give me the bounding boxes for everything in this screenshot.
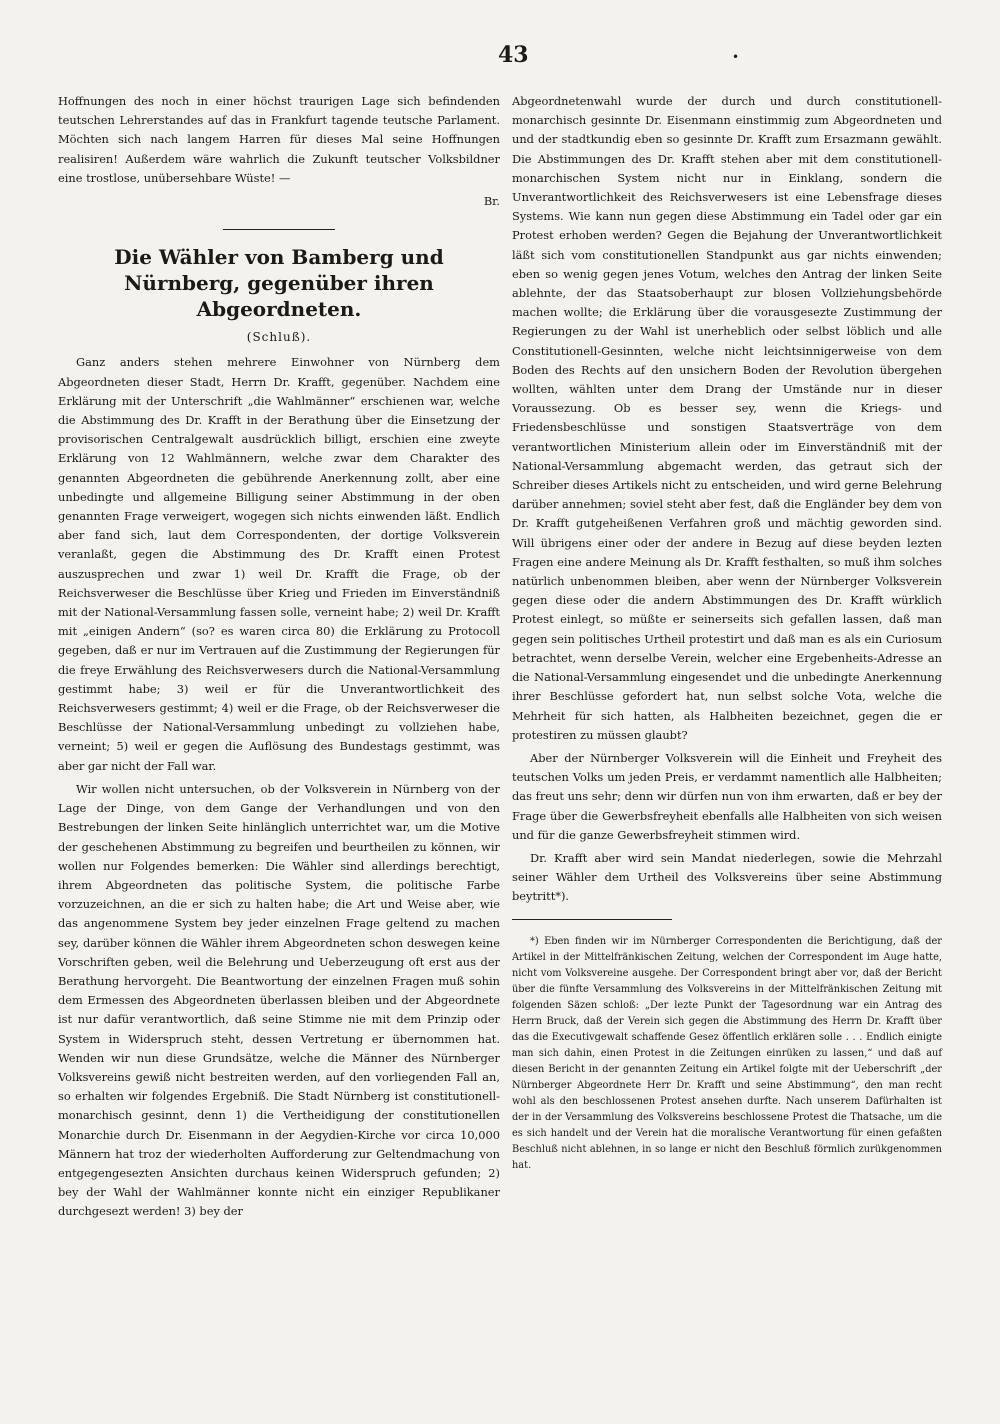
- article-subhead: (Schluß).: [246, 330, 312, 345]
- footnote: [512, 934, 942, 1174]
- carry-over-paragraph: Hoffnungen des noch in einer höchst traurigen Lage sich befindenden teutschen Lehrerstandes auf das in Frankfurt tagende teutsche Parlament. Möchten sich nach langem Harren für dieses Mal seine Hoffnungen realisiren! Außerdem wäre wahrlich die Zukunft teutscher Volksbildner eine trostlose, unübersehbare Wüste! —: [58, 94, 500, 185]
- article-paragraph: Aber der Nürnberger Volksverein will die Einheit und Freyheit des teutschen Volks um jeden Preis, er verdammt namentlich alle Halbheiten; das freut uns sehr; denn wir dürfen nun von ihm erwarten, daß er bey der Frage über die Gewerbsfreyheit ebenfalls alle Halbheiten von sich weisen und für die ganze Gewerbsfreyheit stimmen wird.: [512, 750, 942, 842]
- left-column: [58, 92, 500, 1226]
- page-number: 43: [498, 42, 529, 68]
- page-marker: •: [732, 50, 740, 64]
- section-divider: [223, 229, 335, 230]
- right-column: [512, 92, 942, 1178]
- article-paragraph: Ganz anders stehen mehrere Einwohner von Nürnberg dem Abgeordneten dieser Stadt, Herrn Dr. Krafft, gegenüber. Nachdem eine Erklärung mit der Unterschrift „die Wahlmänner“ erschienen war, welche die Abstimmung des Dr. Krafft in der Berathung über die Einsetzung der provisorischen Centralgewalt ausdrücklich billigt, erschien eine zweyte Erklärung von 12 Wahlmännern, welche zwar dem Charakter des genannten Abgeordneten die gebührende Anerkennung zollt, aber eine unbedingte und allgemeine Billigung seiner Abstimmung in der oben genannten Frage verweigert, wogegen sich nichts einwenden läßt. Endlich aber fand sich, laut dem Correspondenten, der dortige Volksverein veranlaßt, gegen die Abstimmung des Dr. Krafft einen Protest auszusprechen und zwar 1) weil Dr. Krafft die Frage, ob der Reichsverweser die Beschlüsse über Krieg und Frieden im Einverständniß mit der National-Versammlung fassen solle, verneint habe; 2) weil Dr. Krafft mit „einigen Andern“ (so? es waren circa 80) die Erklärung zu Protocoll gegeben, daß er nur im Vertrauen auf die Zustimmung der Regierungen für die freye Erwählung des Reichsverwesers durch die National-Versammlung gestimmt habe; 3) weil er für die Unverantwortlichkeit des Reichsverwesers gestimmt; 4) weil er die Frage, ob der Reichsverweser die Beschlüsse der National-Versammlung unbedingt zu vollziehen habe, verneint; 5) weil er gegen die Auflösung des Bundestags gestimmt, was aber gar nicht der Fall war.: [58, 355, 500, 773]
- article-paragraph: Dr. Krafft aber wird sein Mandat niederlegen, sowie die Mehrzahl seiner Wähler dem Urtheil des Volksvereins über seine Abstimmung beytritt*).: [512, 850, 942, 904]
- article-headline: Die Wähler von Bamberg und Nürnberg, gegenüber ihren Abgeordneten.: [114, 245, 444, 322]
- author-signature: Br.: [483, 194, 500, 209]
- article-paragraph: Abgeordnetenwahl wurde der durch und durch constitutionell-monarchisch gesinnte Dr. Eisenmann einstimmig zum Abgeordneten und und der stadtkundig eben so gesinnte Dr. Krafft zum Ersazmann gewählt. Die Abstimmungen des Dr. Krafft stehen aber mit dem constitutionell-monarchischen System nicht nur in Einklang, sondern die Unverantwortlichkeit des Reichsverwesers ist eine Lebensfrage dieses Systems. Wie kann nun gegen diese Abstimmung ein Tadel oder gar ein Protest erhoben werden? Gegen die Bejahung der Unverantwortlichkeit läßt sich vom constitutionellen Standpunkt aus gar nichts einwenden; eben so wenig gegen jenes Votum, welches den Antrag der linken Seite ablehnte, der das Staatsoberhaupt zur blosen Vollziehungsbehörde machen wollte; die Erklärung über die vorausgesezte Zustimmung der Regierungen zu der Wahl ist unerheblich oder selbst löblich und alle Constitutionell-Gesinnten, welche nicht leichtsinnigerweise von dem Boden des Rechts auf den unsichern Boden der Revolution übergehen wollten, wählten unter dem Drang der Umstände nur in dieser Voraussezung. Ob es besser sey, wenn die Kriegs- und Friedensbeschlüsse und sonstigen Staatsverträge von dem verantwortlichen Ministerium allein oder im Einverständniß mit der National-Versammlung abgemacht werden, das getraut sich der Schreiber dieses Artikels nicht zu entscheiden, und wird gerne Belehrung darüber annehmen; soviel steht aber fest, daß die Engländer bey dem von Dr. Krafft gutgeheißenen Verfahren groß und mächtig geworden sind. Will übrigens einer oder der andere in Bezug auf diese beyden lezten Fragen eine andere Meinung als Dr. Krafft festhalten, so muß ihm solches natürlich unbenommen bleiben, aber wenn der Nürnberger Volksverein gegen diese oder die andern Abstimmungen des Dr. Krafft würklich Protest einlegt, so müßte er seinerseits sich gefallen lassen, daß man gegen sein politisches Urtheil protestirt und daß man es als ein Curiosum betrachtet, wenn derselbe Verein, welcher eine Ergebenheits-Adresse an die National-Versammlung eingesendet und die unbedingte Anerkennung ihrer Beschlüsse gefordert hat, nun selbst solche Vota, welche die Mehrheit für sich hatten, als Halbheiten bezeichnet, gegen die er protestiren zu müssen glaubt?: [512, 94, 942, 742]
- footnote-text: *) Eben finden wir im Nürnberger Correspondenten die Berichtigung, daß der Artikel in der Mittelfränkischen Zeitung, welchen der Correspondent im Auge hatte, nicht vom Volksvereine ausgehe. Der Correspondent bringt aber vor, daß der Bericht über die fünfte Versammlung des Volksvereins in der Mittelfränkischen Zeitung mit folgenden Säzen schloß: „Der lezte Punkt der Tagesordnung war ein Antrag des Herrn Bruck, daß der Verein sich gegen die Abstimmung des Herrn Dr. Krafft über das die Executivgewalt schaffende Gesez öffentlich erklären solle . . . Endlich einigte man sich dahin, einen Protest in die Zeitungen einrüken zu lassen,“ und daß auf diesen Bericht in der genannten Zeitung ein Artikel folgte mit der Ueberschrift „der Nürnberger Abgeordnete Herr Dr. Krafft und seine Abstimmung“, den man recht wohl als den beschlossenen Protest ansehen durfte. Nach unserem Dafürhalten ist der in der Versammlung des Volksvereins beschlossene Protest die Thatsache, um die es sich handelt und der Verein hat die moralische Verantwortung für einen gefaßten Beschluß nicht ablehnen, in so lange er nicht den Beschluß förmlich zurükgenommen hat.: [512, 935, 942, 1171]
- article-paragraph: Wir wollen nicht untersuchen, ob der Volksverein in Nürnberg von der Lage der Dinge, von dem Gange der Verhandlungen und von den Bestrebungen der linken Seite hinlänglich unterrichtet war, um die Motive der geschehenen Abstimmung zu begreifen und beurtheilen zu können, wir wollen nur Folgendes bemerken: Die Wähler sind allerdings berechtigt, ihrem Abgeordneten das politische System, die politische Farbe vorzuzeichnen, an die er sich zu halten habe; die Art und Weise aber, wie das angenommene System bey jeder einzelnen Frage geltend zu machen sey, darüber können die Wähler ihrem Abgeordneten schon deswegen keine Vorschriften geben, weil die Belehrung und Ueberzeugung oft erst aus der Berathung hervorgeht. Die Beantwortung der einzelnen Fragen muß sohin dem Ermessen des Abgeordneten überlassen bleiben und der Abgeordnete ist nur dafür verantwortlich, daß seine Stimme nie mit dem Prinzip oder System in Widerspruch steht, dessen Vertretung er übernommen hat. Wenden wir nun diese Grundsätze, welche die Männer des Nürnberger Volksvereins gewiß nicht bestreiten werden, auf den vorliegenden Fall an, so erhalten wir folgendes Ergebniß. Die Stadt Nürnberg ist constitutionell-monarchisch gesinnt, denn 1) die Vertheidigung der constitutionellen Monarchie durch Dr. Eisenmann in der Aegydien-Kirche vor circa 10,000 Männern hat troz der wiederholten Aufforderung zur Geltendmachung von entgegengesezten Ansichten durchaus keinen Widerspruch gefunden; 2) bey der Wahl der Wahlmänner konnte nicht ein einziger Republikaner durchgesezt werden! 3) bey der: [58, 781, 500, 1219]
- footnote-divider: [512, 919, 672, 920]
